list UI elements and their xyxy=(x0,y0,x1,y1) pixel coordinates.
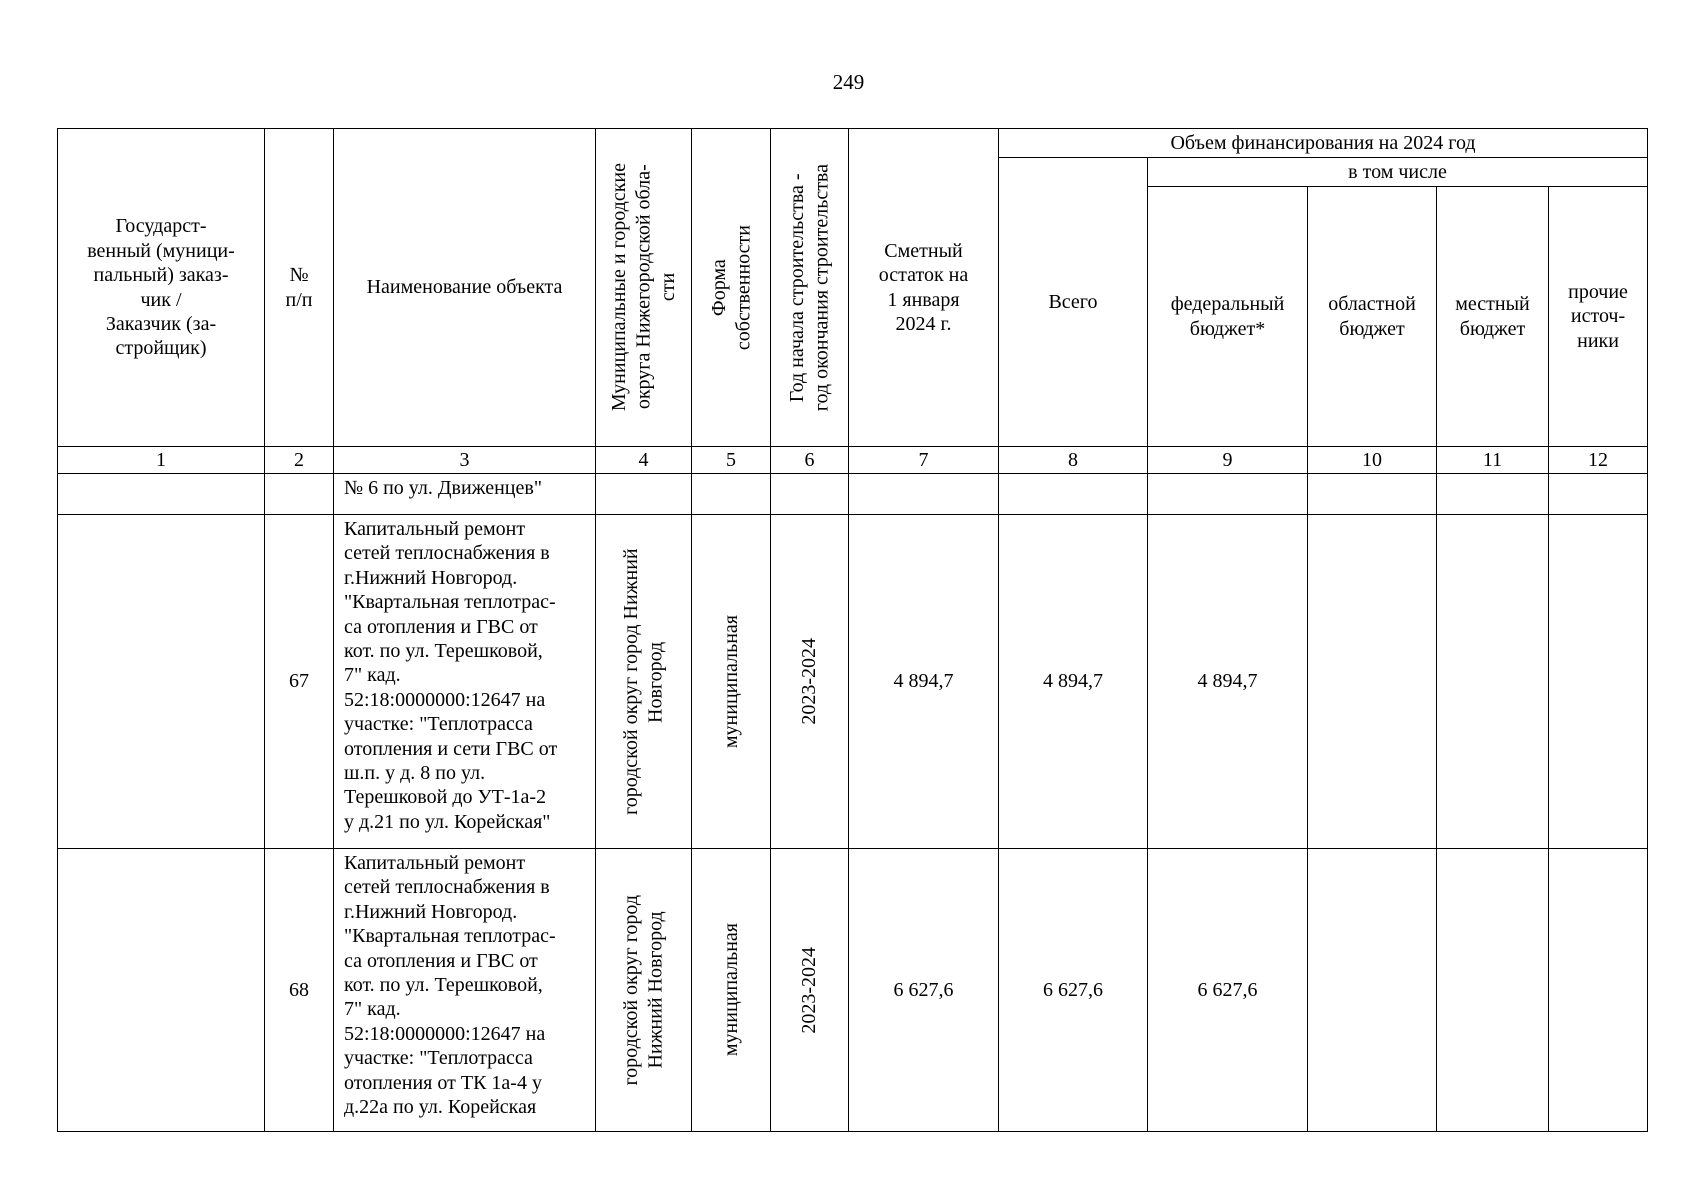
cell-total: 6 627,6 xyxy=(999,849,1148,1132)
header-total: Всего xyxy=(999,158,1148,447)
cell-customer xyxy=(58,474,265,515)
column-number: 3 xyxy=(334,447,596,474)
page-number: 249 xyxy=(832,70,865,94)
header-ownership xyxy=(692,129,771,447)
column-numbers-row xyxy=(58,447,1648,474)
column-number: 2 xyxy=(265,447,334,474)
cell-municipality xyxy=(596,515,692,849)
header-years xyxy=(771,129,849,447)
column-number: 4 xyxy=(596,447,692,474)
cell-estimate: 4 894,7 xyxy=(849,515,999,849)
cell-municipality-text: городской округ город Нижний Новгород xyxy=(620,548,667,815)
cell-regional xyxy=(1308,849,1437,1132)
cell-years-text: 2023-2024 xyxy=(798,638,821,725)
header-years-text: Год начала строительства - год окончания строительства xyxy=(786,163,833,412)
cell-ownership xyxy=(692,515,771,849)
header-customer: Государст- венный (муници- пальный) заказ- чик / Заказчик (за- стройщик) xyxy=(58,129,265,447)
header-estimate: Сметный остаток на 1 января 2024 г. xyxy=(849,129,999,447)
header-funding-title: Объем финансирования на 2024 год xyxy=(999,129,1648,158)
header-object-name: Наименование объекта xyxy=(334,129,596,447)
cell-other xyxy=(1549,474,1648,515)
table-row xyxy=(58,849,1648,1132)
cell-federal: 4 894,7 xyxy=(1148,515,1308,849)
header-including: в том числе xyxy=(1148,158,1648,187)
cell-municipality xyxy=(596,849,692,1132)
cell-total: 4 894,7 xyxy=(999,515,1148,849)
cell-municipality-text: городской округ город Нижний Новгород xyxy=(620,894,667,1086)
cell-regional xyxy=(1308,515,1437,849)
table-row xyxy=(58,474,1648,515)
cell-other xyxy=(1549,515,1648,849)
cell-object-name: Капитальный ремонт сетей теплоснабжения в г.Нижний Новгород. "Квартальная теплотрас- са отопления и ГВС от кот. по ул. Терешковой, 7" кад. 52:18:0000000:12647 на участке: "Теплотрасса отопления и сети ГВС от ш.п. у д. 8 по ул. Терешковой до УТ-1а-2 у д.21 по ул. Корейская" xyxy=(334,515,596,849)
cell-ownership-text: муниципальная xyxy=(719,923,742,1057)
column-number: 7 xyxy=(849,447,999,474)
cell-other xyxy=(1549,849,1648,1132)
cell-years xyxy=(771,849,849,1132)
header-ownership-text: Форма собственности xyxy=(707,224,754,351)
header-number: № п/п xyxy=(265,129,334,447)
header-local: местный бюджет xyxy=(1437,187,1549,447)
cell-ownership-text: муниципальная xyxy=(719,614,742,749)
header-other: прочие источ- ники xyxy=(1549,187,1648,447)
cell-customer xyxy=(58,515,265,849)
column-number: 5 xyxy=(692,447,771,474)
cell-customer xyxy=(58,849,265,1132)
cell-number: 68 xyxy=(265,849,334,1132)
cell-federal: 6 627,6 xyxy=(1148,849,1308,1132)
cell-ownership xyxy=(692,849,771,1132)
cell-years xyxy=(771,515,849,849)
column-number: 6 xyxy=(771,447,849,474)
cell-object-name: № 6 по ул. Движенцев" xyxy=(334,474,596,515)
cell-regional xyxy=(1308,474,1437,515)
column-number: 10 xyxy=(1308,447,1437,474)
cell-local xyxy=(1437,474,1549,515)
header-municipality-text: Муниципальные и городские округа Нижегородской обла- сти xyxy=(607,163,679,412)
header-federal: федеральный бюджет* xyxy=(1148,187,1308,447)
cell-total xyxy=(999,474,1148,515)
cell-local xyxy=(1437,849,1549,1132)
column-number: 9 xyxy=(1148,447,1308,474)
cell-federal xyxy=(1148,474,1308,515)
financing-table xyxy=(57,128,1648,1132)
column-number: 11 xyxy=(1437,447,1549,474)
column-number: 12 xyxy=(1549,447,1648,474)
column-number: 8 xyxy=(999,447,1148,474)
header-municipality xyxy=(596,129,692,447)
cell-years-text: 2023-2024 xyxy=(798,946,821,1034)
cell-estimate: 6 627,6 xyxy=(849,849,999,1132)
cell-ownership xyxy=(692,474,771,515)
cell-object-name: Капитальный ремонт сетей теплоснабжения в г.Нижний Новгород. "Квартальная теплотрас- са отопления и ГВС от кот. по ул. Терешковой, 7" кад. 52:18:0000000:12647 на участке: "Теплотрасса отопления от ТК 1а-4 у д.22а по ул. Корейская xyxy=(334,849,596,1132)
cell-estimate xyxy=(849,474,999,515)
header-regional: областной бюджет xyxy=(1308,187,1437,447)
table-row xyxy=(58,515,1648,849)
cell-local xyxy=(1437,515,1549,849)
cell-number: 67 xyxy=(265,515,334,849)
column-number: 1 xyxy=(58,447,265,474)
cell-municipality xyxy=(596,474,692,515)
cell-number xyxy=(265,474,334,515)
cell-years xyxy=(771,474,849,515)
